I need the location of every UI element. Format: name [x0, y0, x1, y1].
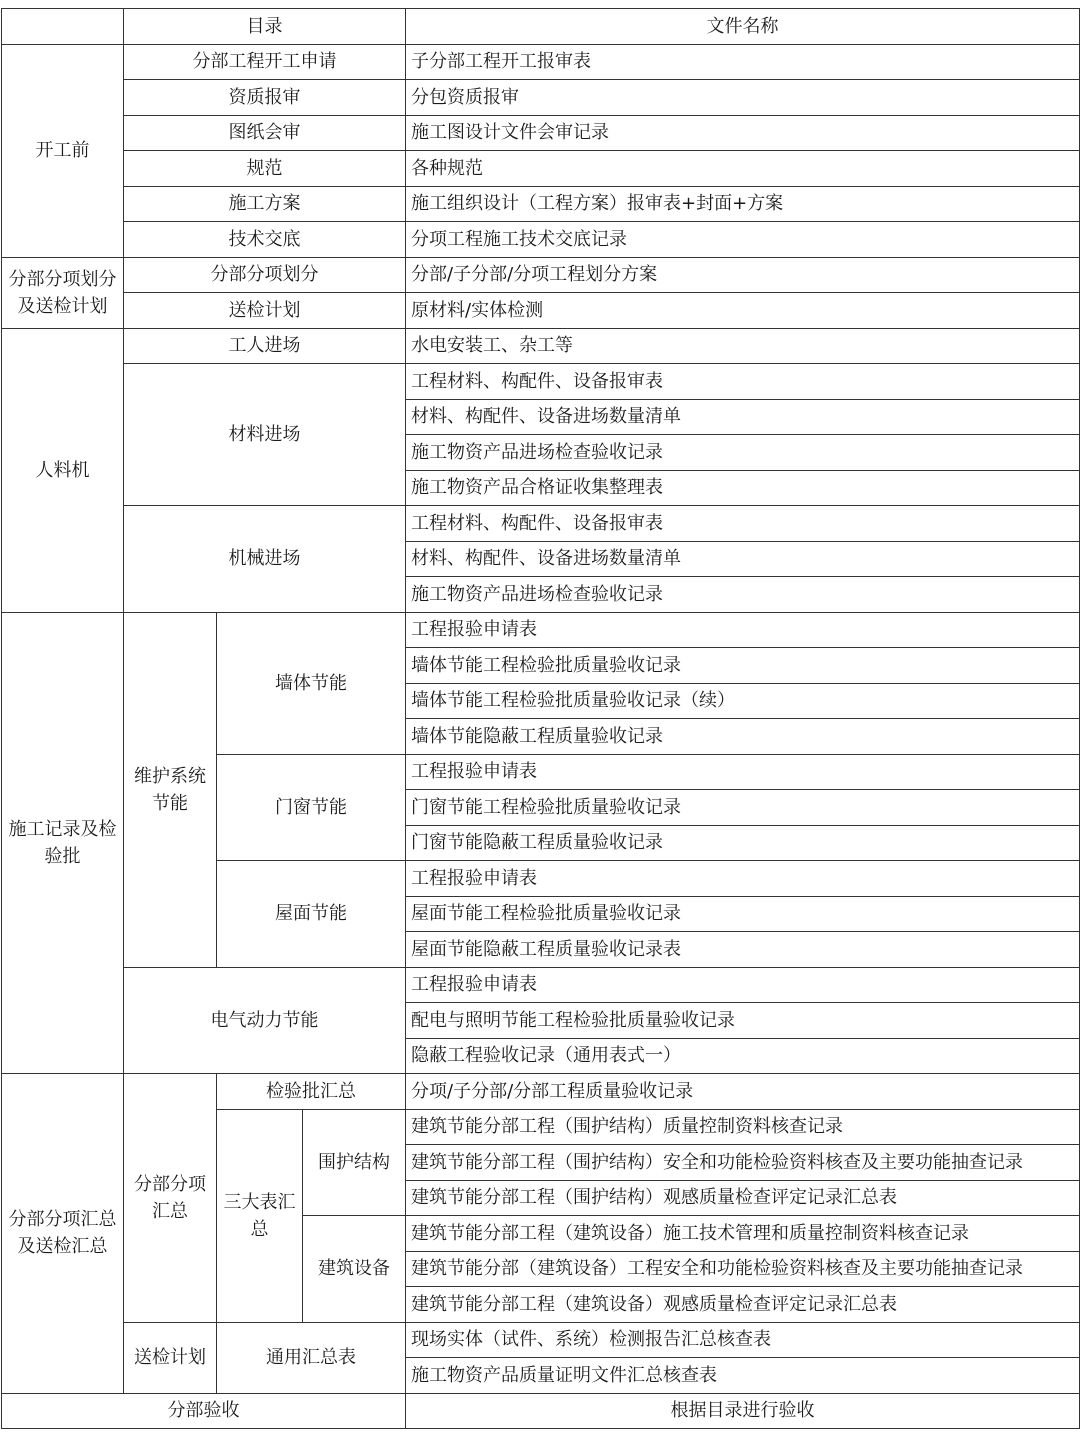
file-cell: 分项工程施工技术交底记录 [406, 222, 1080, 258]
file-cell: 建筑节能分部工程（建筑设备）观感质量检查评定记录汇总表 [406, 1287, 1080, 1323]
file-cell: 屋面节能隐蔽工程质量验收记录表 [406, 932, 1080, 968]
table-row [2, 506, 1080, 542]
table-row [2, 151, 1080, 187]
section-acceptance: 分部验收 [2, 1393, 406, 1429]
file-cell: 建筑节能分部工程（建筑设备）施工技术管理和质量控制资料核查记录 [406, 1216, 1080, 1252]
file-cell: 施工图设计文件会审记录 [406, 115, 1080, 151]
table-row [2, 364, 1080, 400]
item-envelope: 围护结构 [303, 1109, 406, 1216]
file-cell: 施工组织设计（工程方案）报审表+封面+方案 [406, 186, 1080, 222]
file-cell: 原材料/实体检测 [406, 293, 1080, 329]
file-cell: 材料、构配件、设备进场数量清单 [406, 399, 1080, 435]
table-row [2, 328, 1080, 364]
table-row [2, 612, 1080, 648]
file-cell: 工程材料、构配件、设备报审表 [406, 506, 1080, 542]
file-cell: 施工物资产品进场检查验收记录 [406, 577, 1080, 613]
section-summary: 分部分项汇总及送检汇总 [2, 1074, 124, 1394]
header-blank [2, 9, 124, 45]
section-division-plan: 分部分项划分及送检计划 [2, 257, 124, 328]
item-building-equipment: 建筑设备 [303, 1216, 406, 1323]
file-cell: 施工物资产品进场检查验收记录 [406, 435, 1080, 471]
table-row [2, 1393, 1080, 1429]
table-row [2, 44, 1080, 80]
group-maintenance-energy: 维护系统节能 [124, 612, 217, 967]
file-cell: 隐蔽工程验收记录（通用表式一） [406, 1038, 1080, 1074]
file-cell: 建筑节能分部工程（围护结构）观感质量检查评定记录汇总表 [406, 1180, 1080, 1216]
table-row [2, 257, 1080, 293]
file-cell: 分项/子分部/分部工程质量验收记录 [406, 1074, 1080, 1110]
header-catalog: 目录 [124, 9, 406, 45]
file-cell: 施工物资产品合格证收集整理表 [406, 470, 1080, 506]
file-cell: 门窗节能隐蔽工程质量验收记录 [406, 825, 1080, 861]
item-electrical-energy: 电气动力节能 [124, 967, 406, 1074]
header-row [2, 9, 1080, 45]
item-division-split: 分部分项划分 [124, 257, 406, 293]
file-cell: 墙体节能工程检验批质量验收记录（续） [406, 683, 1080, 719]
table-row [2, 1074, 1080, 1110]
group-division-summary: 分部分项汇总 [124, 1074, 217, 1323]
file-cell: 施工物资产品质量证明文件汇总核查表 [406, 1358, 1080, 1394]
item-construction-plan: 施工方案 [124, 186, 406, 222]
file-cell: 子分部工程开工报审表 [406, 44, 1080, 80]
item-roof-energy: 屋面节能 [217, 861, 406, 968]
table-row [2, 115, 1080, 151]
file-cell: 墙体节能工程检验批质量验收记录 [406, 648, 1080, 684]
file-cell: 工程报验申请表 [406, 967, 1080, 1003]
file-cell: 建筑节能分部工程（围护结构）安全和功能检验资料核查及主要功能抽查记录 [406, 1145, 1080, 1181]
item-drawing-review: 图纸会审 [124, 115, 406, 151]
file-cell: 建筑节能分部（建筑设备）工程安全和功能检验资料核查及主要功能抽查记录 [406, 1251, 1080, 1287]
item-door-window-energy: 门窗节能 [217, 754, 406, 861]
file-cell: 各种规范 [406, 151, 1080, 187]
table-row [2, 293, 1080, 329]
file-cell: 墙体节能隐蔽工程质量验收记录 [406, 719, 1080, 755]
item-general-summary: 通用汇总表 [217, 1322, 406, 1393]
document-index-table [1, 8, 1080, 1429]
file-cell: 分包资质报审 [406, 80, 1080, 116]
item-specification: 规范 [124, 151, 406, 187]
table-row [2, 967, 1080, 1003]
table-row [2, 80, 1080, 116]
group-three-tables: 三大表汇总 [217, 1109, 303, 1322]
group-inspection-plan-summary: 送检计划 [124, 1322, 217, 1393]
file-cell: 现场实体（试件、系统）检测报告汇总核查表 [406, 1322, 1080, 1358]
file-cell-acceptance: 根据目录进行验收 [406, 1393, 1080, 1429]
header-file-name: 文件名称 [406, 9, 1080, 45]
item-wall-energy: 墙体节能 [217, 612, 406, 754]
item-materials-entry: 材料进场 [124, 364, 406, 506]
file-cell: 水电安装工、杂工等 [406, 328, 1080, 364]
table-row [2, 222, 1080, 258]
item-workers-entry: 工人进场 [124, 328, 406, 364]
file-cell: 材料、构配件、设备进场数量清单 [406, 541, 1080, 577]
table-row [2, 186, 1080, 222]
item-qualification: 资质报审 [124, 80, 406, 116]
file-cell: 建筑节能分部工程（围护结构）质量控制资料核查记录 [406, 1109, 1080, 1145]
file-cell: 工程材料、构配件、设备报审表 [406, 364, 1080, 400]
item-technical-briefing: 技术交底 [124, 222, 406, 258]
file-cell: 门窗节能工程检验批质量验收记录 [406, 790, 1080, 826]
file-cell: 工程报验申请表 [406, 861, 1080, 897]
item-start-application: 分部工程开工申请 [124, 44, 406, 80]
section-people-material-machine: 人料机 [2, 328, 124, 612]
file-cell: 配电与照明节能工程检验批质量验收记录 [406, 1003, 1080, 1039]
file-cell: 分部/子分部/分项工程划分方案 [406, 257, 1080, 293]
item-batch-summary: 检验批汇总 [217, 1074, 406, 1110]
file-cell: 工程报验申请表 [406, 612, 1080, 648]
item-inspection-plan: 送检计划 [124, 293, 406, 329]
file-cell: 工程报验申请表 [406, 754, 1080, 790]
table-row [2, 1322, 1080, 1358]
section-construction-records: 施工记录及检验批 [2, 612, 124, 1074]
section-before-start: 开工前 [2, 44, 124, 257]
item-machinery-entry: 机械进场 [124, 506, 406, 613]
file-cell: 屋面节能工程检验批质量验收记录 [406, 896, 1080, 932]
